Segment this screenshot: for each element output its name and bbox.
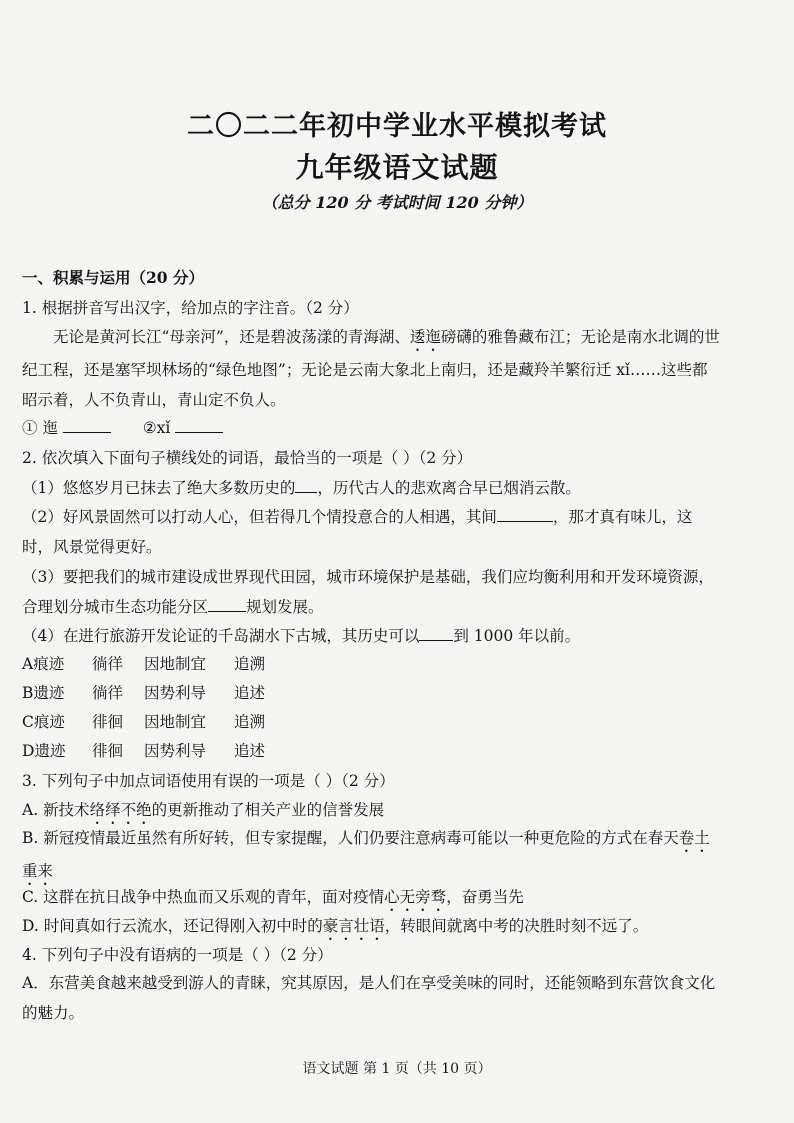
question-1-stem: 1. 根据拼音写出汉字，给加点的字注音。（2 分）: [22, 299, 359, 317]
blank-2-label: ②xǐ: [142, 419, 171, 437]
exam-subject-title: 九年级语文试题: [295, 151, 499, 184]
question-2-sentence-1: （1）悠悠岁月已抹去了绝大多数历史的 ，历代古人的悲欢离合早已烟消云散。: [22, 479, 581, 497]
question-3-option-a[interactable]: A. 新技术络绎不绝的更新推动了相关产业的信誉发展: [22, 801, 385, 819]
question-3-option-b[interactable]: B. 新冠疫情最近虽然有所好转，但专家提醒，人们仍要注意病毒可能以一种更危险的方式在春天卷土重来: [22, 829, 710, 880]
answer-blank[interactable]: [208, 611, 246, 612]
question-2-sentence-4: （4）在进行旅游开发论证的千岛湖水下古城，其历史可以 到 1000 年以前。: [22, 627, 581, 645]
question-3-stem: 3. 下列句子中加点词语使用有误的一项是（ ）（2 分）: [22, 772, 395, 790]
dotted-word: 络绎不绝: [89, 801, 152, 819]
answer-blank-2[interactable]: [175, 432, 223, 433]
page-footer: 语文试题 第 1 页（共 10 页）: [302, 1061, 492, 1077]
section-heading: 一、积累与运用（20 分）: [22, 268, 204, 287]
answer-blank-1[interactable]: [63, 432, 111, 433]
exam-score-time: （总分 120 分 考试时间 120 分钟）: [261, 193, 533, 212]
option-c[interactable]: C痕迹 徘徊 因地制宜 追溯: [22, 713, 266, 731]
question-3-option-c[interactable]: C. 这群在抗日战争中热血而又乐观的青年，面对疫情心无旁骛，奋勇当先: [22, 888, 524, 906]
question-3-option-d[interactable]: D. 时间真如行云流水，还记得刚入初中时的豪言壮语，转眼间就离中考的决胜时刻不远了。: [22, 917, 649, 935]
question-1-passage: 无论是黄河长江“母亲河”，还是碧波荡漾的青海湖、逶迤磅礴的雅鲁藏布江；无论是南水北调的世纪工程，还是塞罕坝林场的“绿色地图”；无论是云南大象北上南归，还是藏羚羊繁衍迁 xǐ……这些都昭示着，人不负青山，青山定不负人。: [22, 328, 720, 409]
blank-1-label: ① 迤: [22, 419, 58, 437]
question-2-stem: 2. 依次填入下面句子横线处的词语，最恰当的一项是（ ）（2 分）: [22, 449, 473, 467]
option-a[interactable]: A痕迹 徜徉 因地制宜 追溯: [22, 655, 266, 673]
question-1-blanks: [22, 416, 223, 438]
dotted-word: 逶迤: [409, 328, 441, 346]
question-2-sentence-2: （2）好风景固然可以打动人心，但若得几个情投意合的人相遇，其间 ，那才真有味儿，这时，风景觉得更好。: [22, 508, 693, 556]
answer-blank[interactable]: [419, 640, 453, 641]
dotted-word: 卷土重来: [22, 829, 710, 880]
dotted-word: 心无旁骛: [384, 888, 447, 906]
question-4-option-a[interactable]: A．东营美食越来越受到游人的青睐，究其原因，是人们在享受美味的同时，还能领略到东营饮食文化的魅力。: [22, 974, 716, 1022]
option-b[interactable]: B遗迹 徜徉 因势利导 追述: [22, 684, 266, 702]
question-2-sentence-3: （3）要把我们的城市建设成世界现代田园，城市环境保护是基础，我们应均衡利用和开发环境资源，合理划分城市生态功能分区 规划发展。: [22, 568, 714, 616]
exam-title: 二〇二二年初中学业水平模拟考试: [187, 111, 607, 142]
option-d[interactable]: D遗迹 徘徊 因势利导 追述: [22, 742, 266, 760]
dotted-word: 豪言壮语: [322, 917, 385, 935]
answer-blank[interactable]: [295, 492, 317, 493]
answer-blank[interactable]: [497, 521, 553, 522]
question-4-stem: 4. 下列句子中没有语病的一项是（ ）（2 分）: [22, 946, 333, 964]
